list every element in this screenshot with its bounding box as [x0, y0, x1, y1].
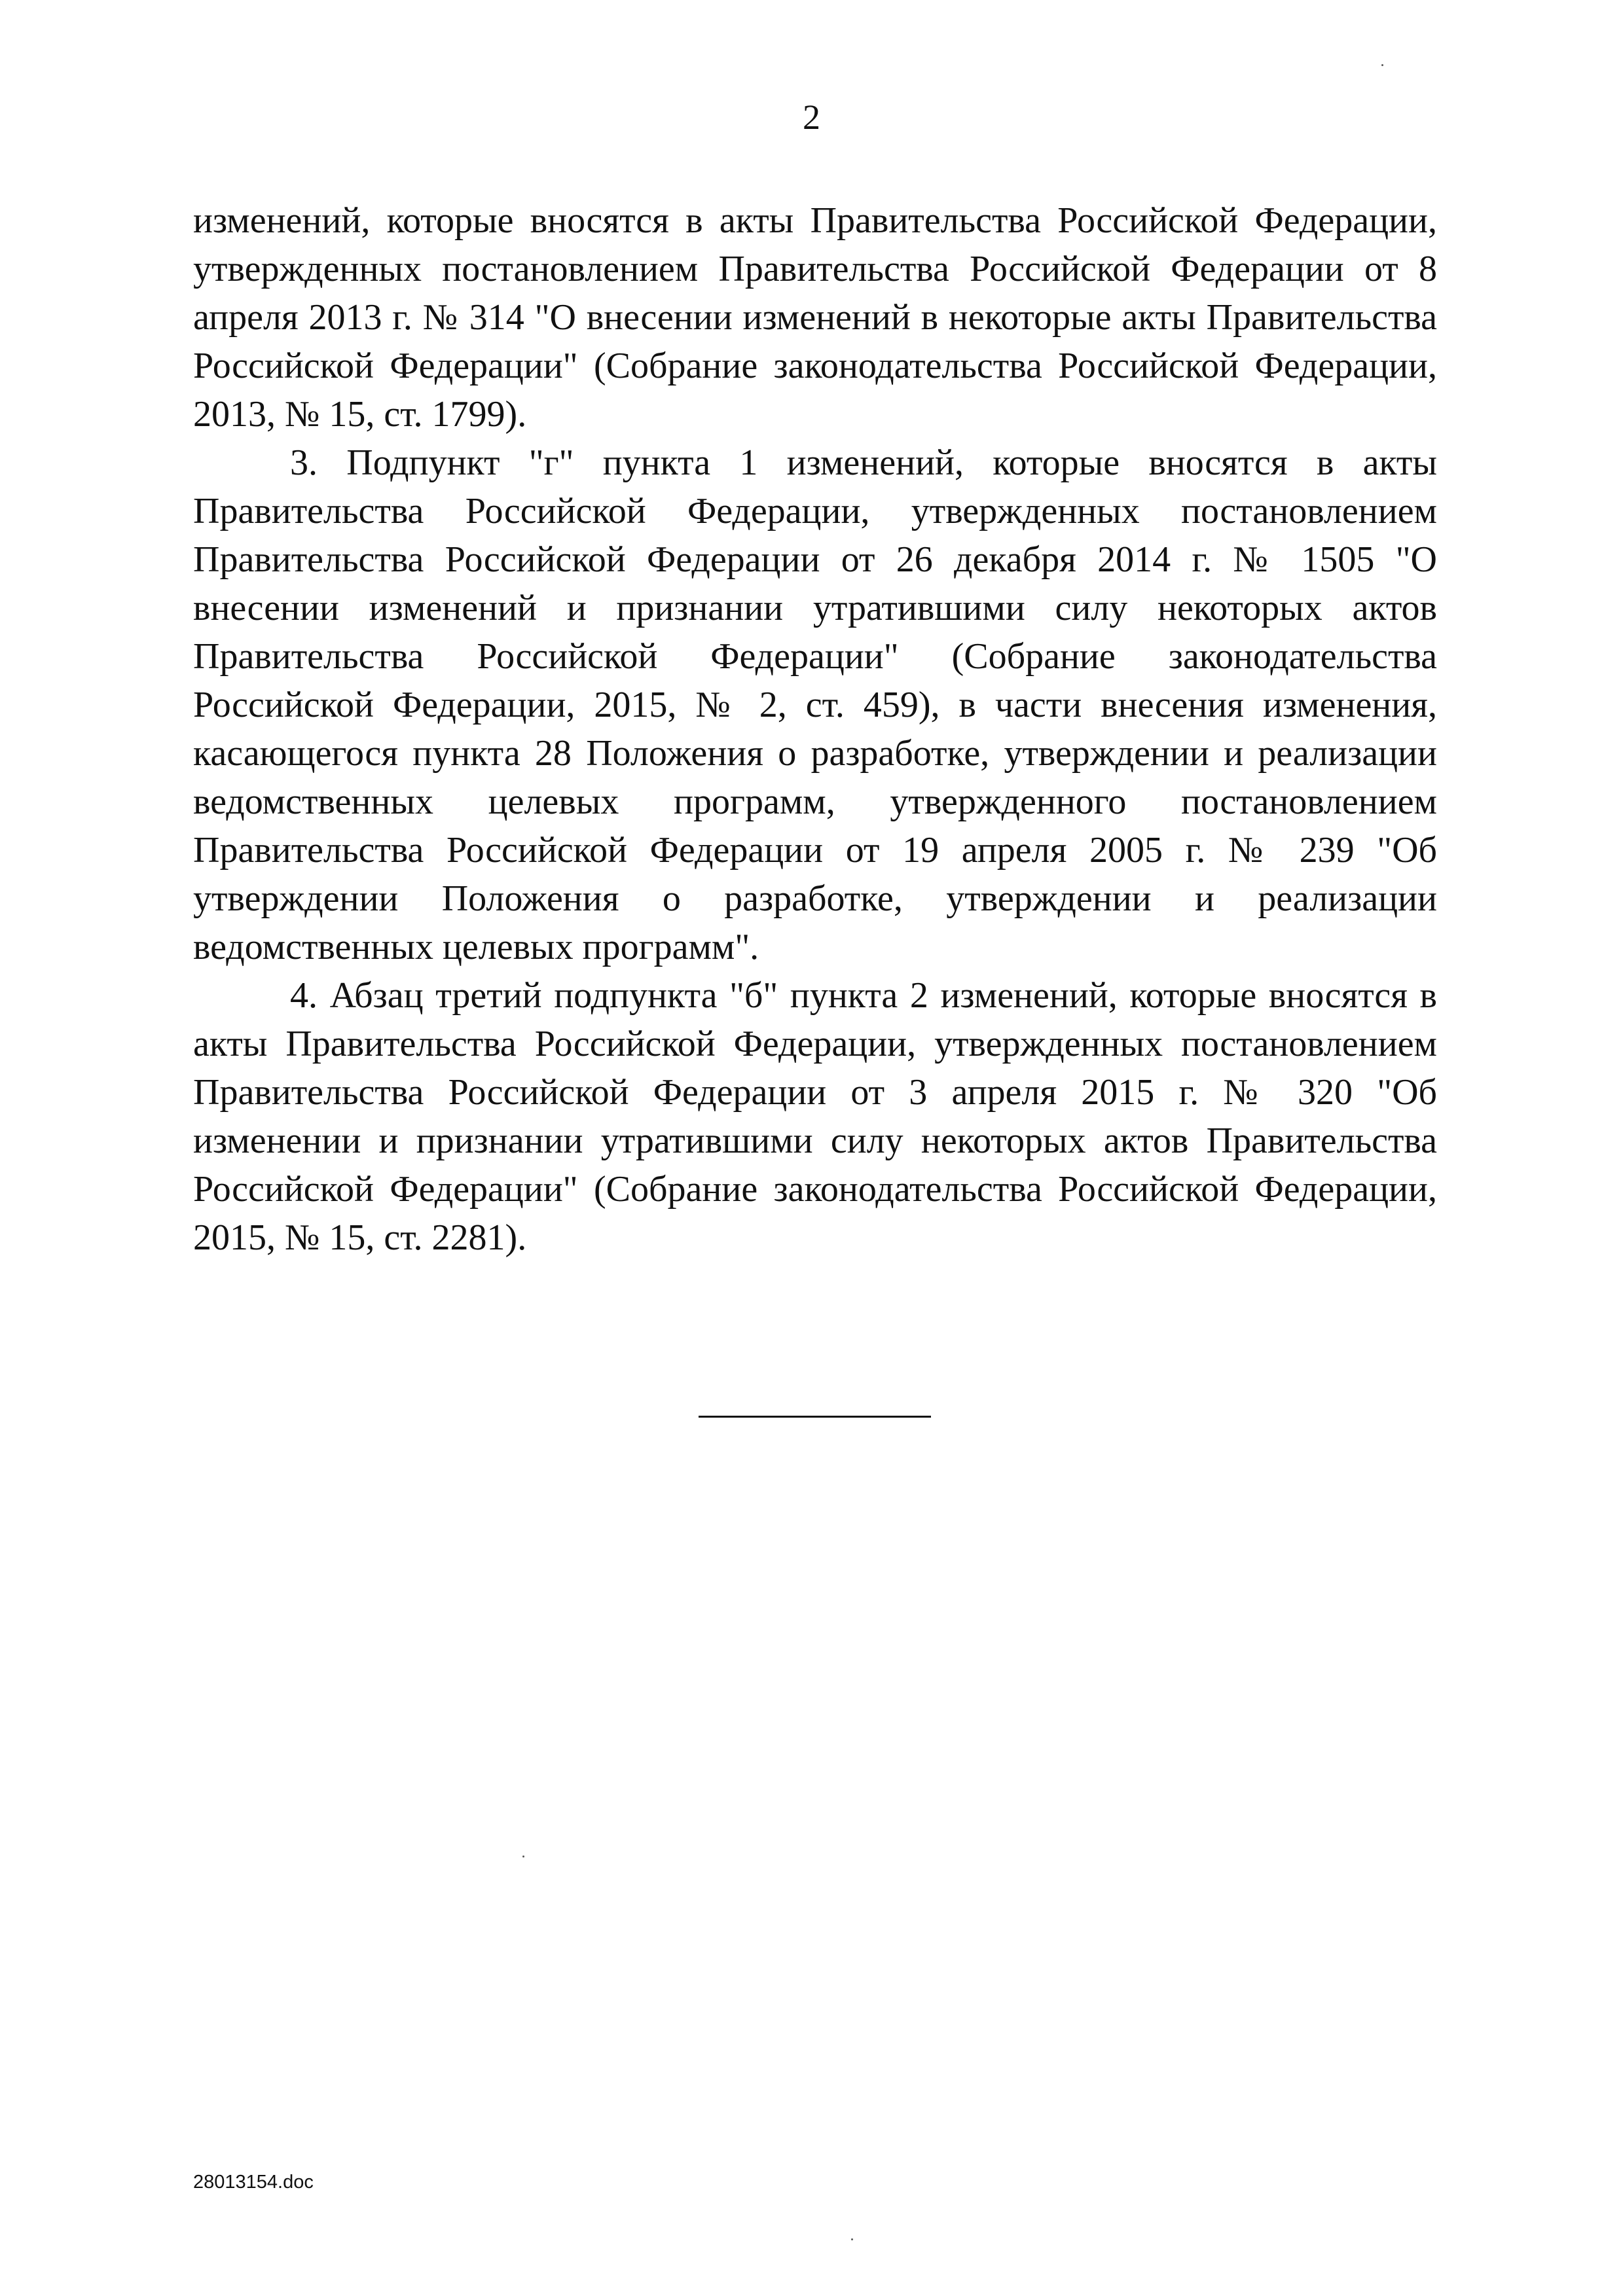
paragraph-item-3: 3. Подпункт "г" пункта 1 изменений, которые вносятся в акты Правительства Российской Федерации, утвержденных постановлением Правительства Российской Федерации от 26 декабря 2014 г. № 1505 "О внесении изменений и признании утратившими силу некоторых актов Правительства Российской Федерации" (Собрание законодательства Российской Федерации, 2015, № 2, ст. 459), в части внесения изменения, касающегося пункта 28 Положения о разработке, утверждении и реализации ведомственных целевых программ, утвержденного постановлением Правительства Российской Федерации от 19 апреля 2005 г. № 239 "Об утверждении Положения о разработке, утверждении и реализации ведомственных целевых программ". — [193, 442, 1437, 967]
scan-speck — [851, 2238, 853, 2240]
file-reference: 28013154.doc — [193, 2172, 314, 2193]
scan-speck — [522, 1856, 524, 1857]
document-body — [193, 196, 1437, 1262]
page-number: 2 — [803, 98, 820, 137]
end-separator-line — [699, 1416, 931, 1418]
paragraph-item-4: 4. Абзац третий подпункта "б" пункта 2 изменений, которые вносятся в акты Правительства Российской Федерации, утвержденных постановлением Правительства Российской Федерации от 3 апреля 2015 г. № 320 "Об изменении и признании утратившими силу некоторых актов Правительства Российской Федерации" (Собрание законодательства Российской Федерации, 2015, № 15, ст. 2281). — [193, 975, 1437, 1258]
paragraph-continuation: изменений, которые вносятся в акты Правительства Российской Федерации, утвержденных постановлением Правительства Российской Федерации от 8 апреля 2013 г. № 314 "О внесении изменений в некоторые акты Правительства Российской Федерации" (Собрание законодательства Российской Федерации, 2013, № 15, ст. 1799). — [193, 200, 1437, 435]
scan-speck — [1381, 64, 1383, 66]
